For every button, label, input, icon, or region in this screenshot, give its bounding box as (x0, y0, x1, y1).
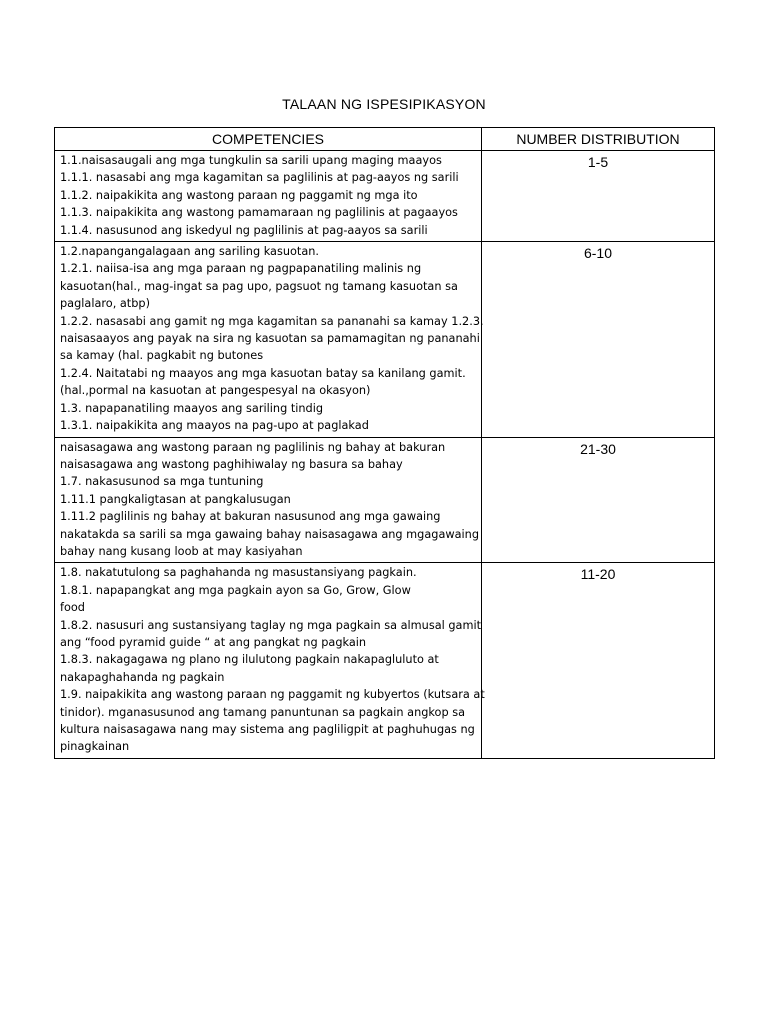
competency-line: 1.1.2. naipakikita ang wastong paraan ng paggamit ng mga ito (60, 188, 418, 202)
competency-cell (55, 437, 482, 563)
competencies-header: COMPETENCIES (55, 128, 482, 151)
competency-line: 1.2.4. Naitatabi ng maayos ang mga kasuotan batay sa kanilang gamit. (60, 366, 466, 380)
competency-line: 1.3. napapanatiling maayos ang sariling tindig (60, 401, 324, 415)
competency-line: 1.1.naisasaugali ang mga tungkulin sa sarili upang maging maayos (60, 154, 442, 167)
competency-line: 1.1.4. nasusunod ang iskedyul ng paglilinis at pag-aayos sa sarili (60, 223, 428, 237)
competency-line: 1.7. nakasusunod sa mga tuntuning (60, 475, 264, 489)
table-row (55, 437, 715, 563)
competency-line: food (60, 601, 85, 615)
competency-line: 1.2.1. naiisa-isa ang mga paraan ng pagpapanatiling malinis ng (60, 262, 422, 276)
competency-line: kultura naisasagawa nang may sistema ang pagliligpit at paghuhugas ng (60, 723, 475, 736)
competency-line: nakapaghahanda ng pagkain (60, 670, 225, 684)
competency-line: sa kamay (hal. pagkabit ng butones (60, 349, 264, 363)
competency-line: 1.11.2 paglilinis ng bahay at bakuran nasusunod ang mga gawaing (60, 510, 441, 524)
competency-line: pinagkainan (60, 740, 130, 754)
table-body (55, 151, 715, 759)
competency-line: (hal.,pormal na kasuotan at pangespesyal na okasyon) (60, 384, 371, 398)
competency-line: naisasagawa ang wastong paraan ng paglilinis ng bahay at bakuran (60, 440, 446, 454)
table-header-row (55, 128, 715, 151)
competency-line: 1.8.1. napapangkat ang mga pagkain ayon sa Go, Grow, Glow (60, 583, 411, 597)
competency-line: 1.1.1. nasasabi ang mga kagamitan sa paglilinis at pag-aayos ng sarili (60, 171, 459, 185)
competency-line: 1.2.2. nasasabi ang gamit ng mga kagamitan sa pananahi sa kamay 1.2.3. (60, 314, 484, 328)
distribution-cell: 1-5 (482, 151, 715, 242)
competency-line: naisasaayos ang payak na sira ng kasuotan sa pamamagitan ng pananahi (60, 332, 480, 346)
competency-line: 1.2.napangangalagaan ang sariling kasuotan. (60, 245, 320, 259)
competency-cell (55, 151, 482, 242)
competency-line: 1.3.1. naipakikita ang maayos na pag-upo at paglakad (60, 419, 369, 433)
page-title: TALAAN NG ISPESIPIKASYON (282, 96, 486, 112)
distribution-cell: 21-30 (482, 437, 715, 563)
table-row (55, 242, 715, 437)
table-row (55, 563, 715, 758)
distribution-header: NUMBER DISTRIBUTION (482, 128, 715, 151)
competency-line: kasuotan(hal., mag-ingat sa pag upo, pagsuot ng tamang kasuotan sa (60, 279, 458, 293)
competency-line: 1.9. naipakikita ang wastong paraan ng paggamit ng kubyertos (kutsara at (60, 688, 485, 702)
competency-line: nakatakda sa sarili sa mga gawaing bahay naisasagawa ang mgagawaing (60, 527, 479, 541)
competency-line: tinidor). mganasusunod ang tamang panuntunan sa pagkain angkop sa (60, 705, 466, 719)
competency-line: 1.8. nakatutulong sa paghahanda ng masustansiyang pagkain. (60, 566, 417, 580)
competency-line: ang “food pyramid guide “ at ang pangkat ng pagkain (60, 635, 367, 649)
distribution-cell: 11-20 (482, 563, 715, 758)
competency-line: 1.1.3. naipakikita ang wastong pamamaraan ng paglilinis at pagaayos (60, 206, 458, 220)
distribution-cell: 6-10 (482, 242, 715, 437)
competency-cell (55, 242, 482, 437)
competency-line: naisasagawa ang wastong paghihiwalay ng basura sa bahay (60, 457, 403, 471)
competency-line: 1.8.2. nasusuri ang sustansiyang taglay ng mga pagkain sa almusal gamit (60, 618, 482, 632)
competency-line: bahay nang kusang loob at may kasiyahan (60, 544, 303, 558)
competency-line: paglalaro, atbp) (60, 297, 150, 311)
table-row (55, 151, 715, 242)
competency-line: 1.8.3. nakagagawa ng plano ng ilulutong pagkain nakapagluluto at (60, 653, 439, 667)
competency-cell (55, 563, 485, 758)
specification-table (54, 127, 715, 759)
competency-line: 1.11.1 pangkaligtasan at pangkalusugan (60, 492, 291, 506)
